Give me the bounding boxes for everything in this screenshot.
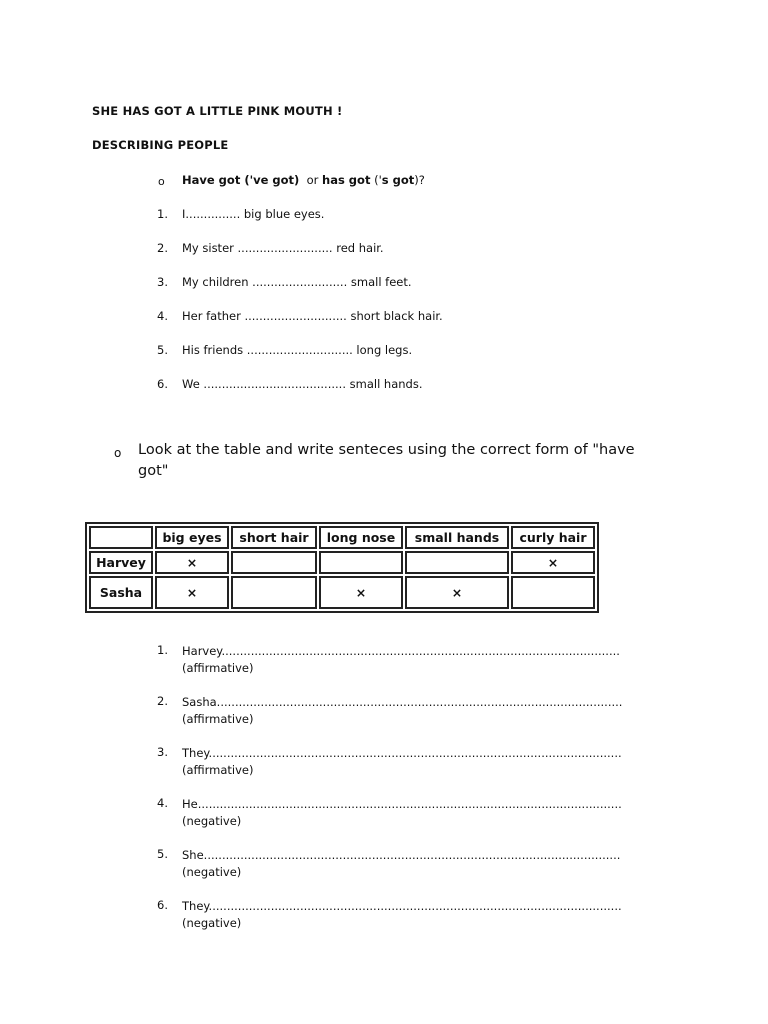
exercise-line: He....................................................................................................................	[182, 797, 622, 811]
prompt-or: or	[306, 173, 319, 187]
worksheet-subtitle: DESCRIBING PEOPLE	[92, 138, 229, 152]
exercise-number: 4.	[157, 796, 168, 810]
item-text: My sister .......................... red hair.	[182, 241, 384, 255]
table-cell: ×	[155, 576, 229, 609]
exercise-line: They.................................................................................................................	[182, 746, 622, 760]
item-number: 3.	[157, 275, 168, 289]
exercise-hint: (negative)	[182, 916, 242, 930]
table-header-cell: big eyes	[155, 526, 229, 549]
exercise-hint: (negative)	[182, 865, 242, 879]
table-header-cell: long nose	[319, 526, 403, 549]
item-number: 6.	[157, 377, 168, 391]
item-number: 5.	[157, 343, 168, 357]
item-text: We ....................................... small hands.	[182, 377, 423, 391]
exercise-line: Sasha...............................................................................................................	[182, 695, 623, 709]
exercise-line: Harvey.............................................................................................................	[182, 644, 620, 658]
exercise-number: 5.	[157, 847, 168, 861]
row-label: Harvey	[89, 551, 153, 574]
table-cell: ×	[511, 551, 595, 574]
section2-instruction: Look at the table and write senteces using the correct form of "have got"	[138, 442, 635, 479]
table-header-cell: short hair	[231, 526, 317, 549]
table-row	[89, 551, 595, 574]
table-cell	[231, 551, 317, 574]
worksheet-title: SHE HAS GOT A LITTLE PINK MOUTH !	[92, 104, 343, 118]
exercise-number: 6.	[157, 898, 168, 912]
table-header-cell	[89, 526, 153, 549]
table-header-row	[89, 526, 595, 549]
item-number: 2.	[157, 241, 168, 255]
exercise-number: 2.	[157, 694, 168, 708]
features-table	[85, 522, 599, 613]
row-label: Sasha	[89, 576, 153, 609]
exercise-number: 3.	[157, 745, 168, 759]
table-row	[89, 576, 595, 609]
table-cell	[319, 551, 403, 574]
item-text: Her father ............................ short black hair.	[182, 309, 443, 323]
exercise-hint: (affirmative)	[182, 712, 254, 726]
section1-bullet: o	[158, 175, 165, 188]
table-header-cell: small hands	[405, 526, 509, 549]
table-cell	[511, 576, 595, 609]
exercise-line: She..................................................................................................................	[182, 848, 621, 862]
prompt-end: )?	[414, 173, 425, 187]
item-number: 1.	[157, 207, 168, 221]
prompt-have-got: Have got ('ve got)	[182, 173, 300, 187]
exercise-hint: (affirmative)	[182, 661, 254, 675]
table-header-cell: curly hair	[511, 526, 595, 549]
prompt-paren-open: ('	[374, 173, 382, 187]
table-cell	[405, 551, 509, 574]
item-text: I............... big blue eyes.	[182, 207, 325, 221]
item-number: 4.	[157, 309, 168, 323]
exercise-hint: (negative)	[182, 814, 242, 828]
exercise-line: They.................................................................................................................	[182, 899, 622, 913]
table-cell	[231, 576, 317, 609]
prompt-s-got: s got	[381, 173, 415, 187]
item-text: My children .......................... small feet.	[182, 275, 412, 289]
prompt-has-got: has got	[322, 173, 371, 187]
table-cell: ×	[155, 551, 229, 574]
section1-prompt	[182, 173, 425, 187]
section2-bullet: o	[114, 446, 122, 460]
exercise-hint: (affirmative)	[182, 763, 254, 777]
table-cell: ×	[405, 576, 509, 609]
exercise-number: 1.	[157, 643, 168, 657]
table-cell: ×	[319, 576, 403, 609]
item-text: His friends ............................. long legs.	[182, 343, 413, 357]
